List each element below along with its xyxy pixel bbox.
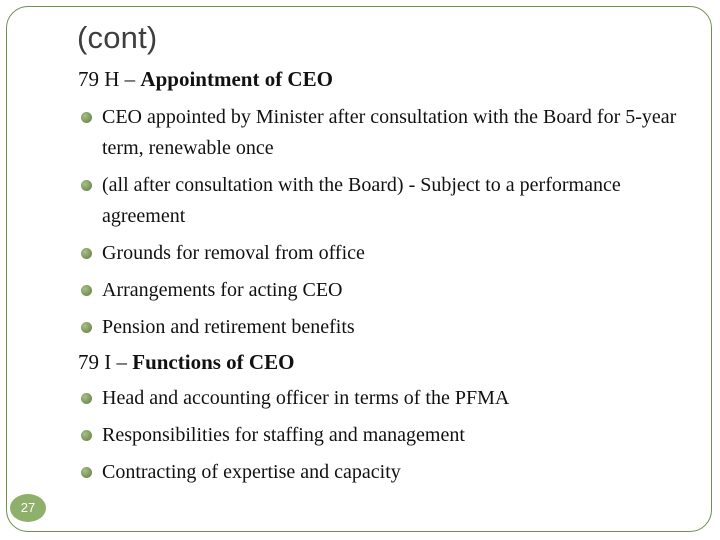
section-heading-title: Appointment of CEO [140,67,333,91]
section-heading-title: Functions of CEO [132,350,295,374]
bullet-icon [81,393,92,404]
bullet-text: Grounds for removal from office [102,242,365,264]
bullet-text: Head and accounting officer in terms of the PFMA [102,387,510,409]
bullet-item [78,238,688,269]
bullet-icon [81,112,92,123]
bullet-text: Responsibilities for staffing and management [102,424,465,446]
bullet-item [78,420,688,451]
section-heading-prefix: 79 I – [78,350,133,374]
bullet-item [78,102,688,164]
slide-content [78,62,688,494]
bullet-icon [81,467,92,478]
section-heading-prefix: 79 H – [78,67,141,91]
page-number-badge: 27 [10,494,46,522]
bullet-item [78,312,688,343]
section-heading [78,66,688,92]
bullet-icon [81,248,92,259]
bullet-item [78,170,688,232]
bullet-item [78,383,688,414]
bullet-text: Pension and retirement benefits [102,316,355,338]
bullet-icon [81,285,92,296]
bullet-text: Contracting of expertise and capacity [102,461,401,483]
bullet-list [78,102,688,343]
section-heading [78,349,688,375]
bullet-icon [81,430,92,441]
bullet-icon [81,180,92,191]
slide-title: (cont) [77,20,158,55]
bullet-list [78,383,688,488]
bullet-text: Arrangements for acting CEO [102,279,343,301]
bullet-item [78,457,688,488]
bullet-text: (all after consultation with the Board) - Subject to a performance agreement [102,174,621,227]
bullet-item [78,275,688,306]
bullet-text: CEO appointed by Minister after consultation with the Board for 5-year term, renewable once [102,106,677,159]
bullet-icon [81,322,92,333]
